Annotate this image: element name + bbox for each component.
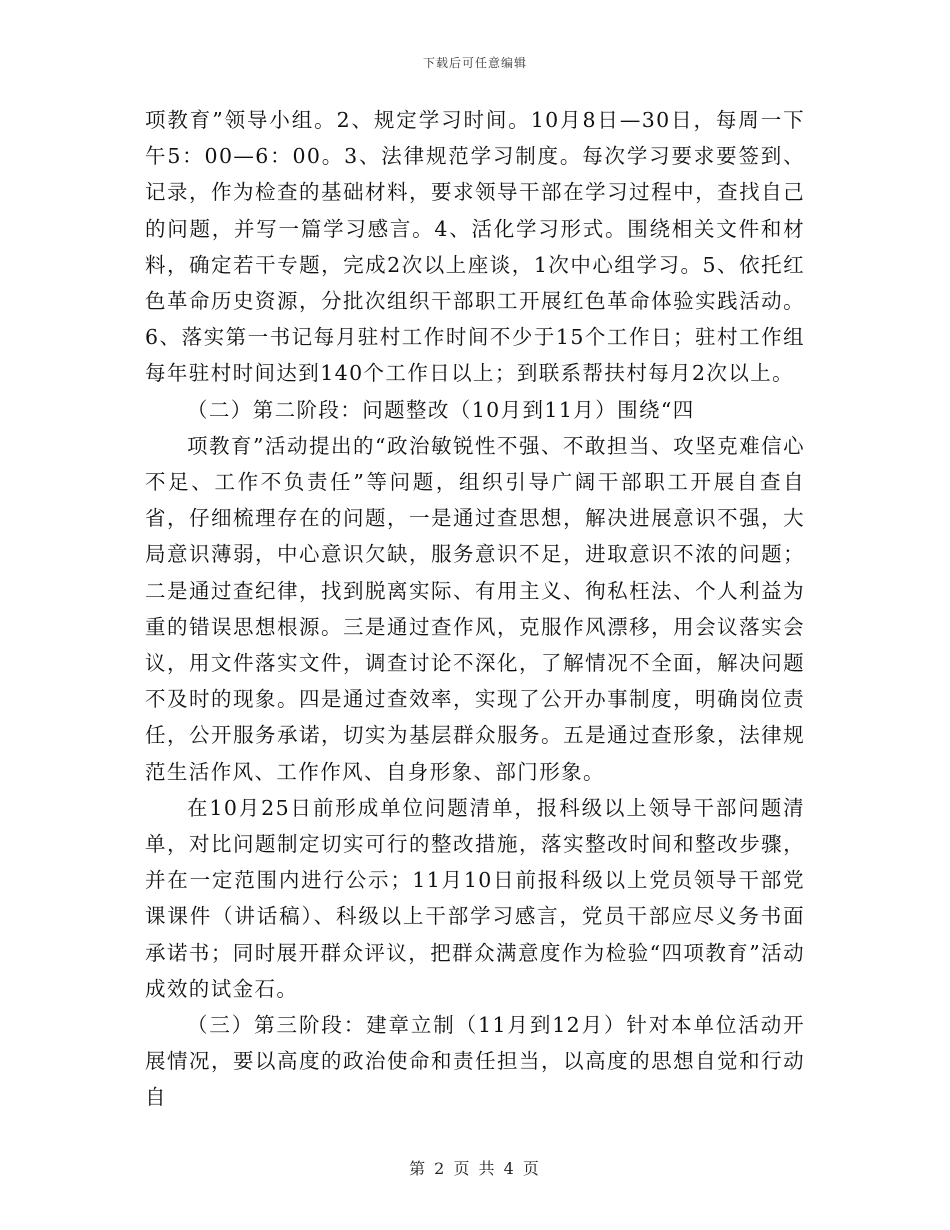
paragraph-stage-two-body: 项教育”活动提出的“政治敏锐性不强、不敢担当、攻坚克难信心不足、工作不负责任”等问题，组织引导广阔干部职工开展自查自省，仔细梳理存在的问题，一是通过查思想，解决进展意识不强，大局意识薄弱，中心意识欠缺，服务意识不足，进取意识不浓的问题；二是通过查纪律，找到脱离实际、有用主义、徇私枉法、个人利益为重的错误思想根源。三是通过查作风，克服作风漂移，用会议落实会议，用文件落实文件，调查讨论不深化，了解情况不全面，解决问题不及时的现象。四是通过查效率，实现了公开办事制度，明确岗位责任，公开服务承诺，切实为基层群众服务。五是通过查形象，法律规范生活作风、工作作风、自身形象、部门形象。: [145, 433, 805, 784]
document-body: [145, 102, 805, 1116]
page-number: 第 2 页 共 4 页: [409, 1159, 541, 1178]
paragraph-problem-list: 在10月25日前形成单位问题清单，报科级以上领导干部问题清单，对比问题制定切实可行的整改措施，落实整改时间和整改步骤，并在一定范围内进行公示；11月10日前报科级以上党员领导干部党课课件（讲话稿）、科级以上干部学习感言，党员干部应尽义务书面承诺书；同时展开群众评议，把群众满意度作为检验“四项教育”活动成效的试金石。: [145, 795, 805, 1001]
paragraph-stage-three: （三）第三阶段：建章立制（11月到12月）针对本单位活动开展情况，要以高度的政治使命和责任担当，以高度的思想自觉和行动自: [145, 1013, 805, 1110]
paragraph-stage-two-heading: （二）第二阶段：问题整改（10月到11月）围绕“四: [187, 397, 695, 422]
page-header: 下载后可任意编辑: [422, 56, 527, 70]
paragraph-study-arrangements: 项教育”领导小组。2、规定学习时间。10月8日—30日，每周一下午5：00—6：00。3、法律规范学习制度。每次学习要求要签到、记录，作为检查的基础材料，要求领导干部在学习过程中，查找自己的问题，并写一篇学习感言。4、活化学习形式。围绕相关文件和材料，确定若干专题，完成2次以上座谈，1次中心组学习。5、依托红色革命历史资源，分批次组织干部职工开展红色革命体验实践活动。6、落实第一书记每月驻村工作时间不少于15个工作日；驻村工作组每年驻村时间达到140个工作日以上；到联系帮扶村每月2次以上。: [145, 108, 805, 386]
